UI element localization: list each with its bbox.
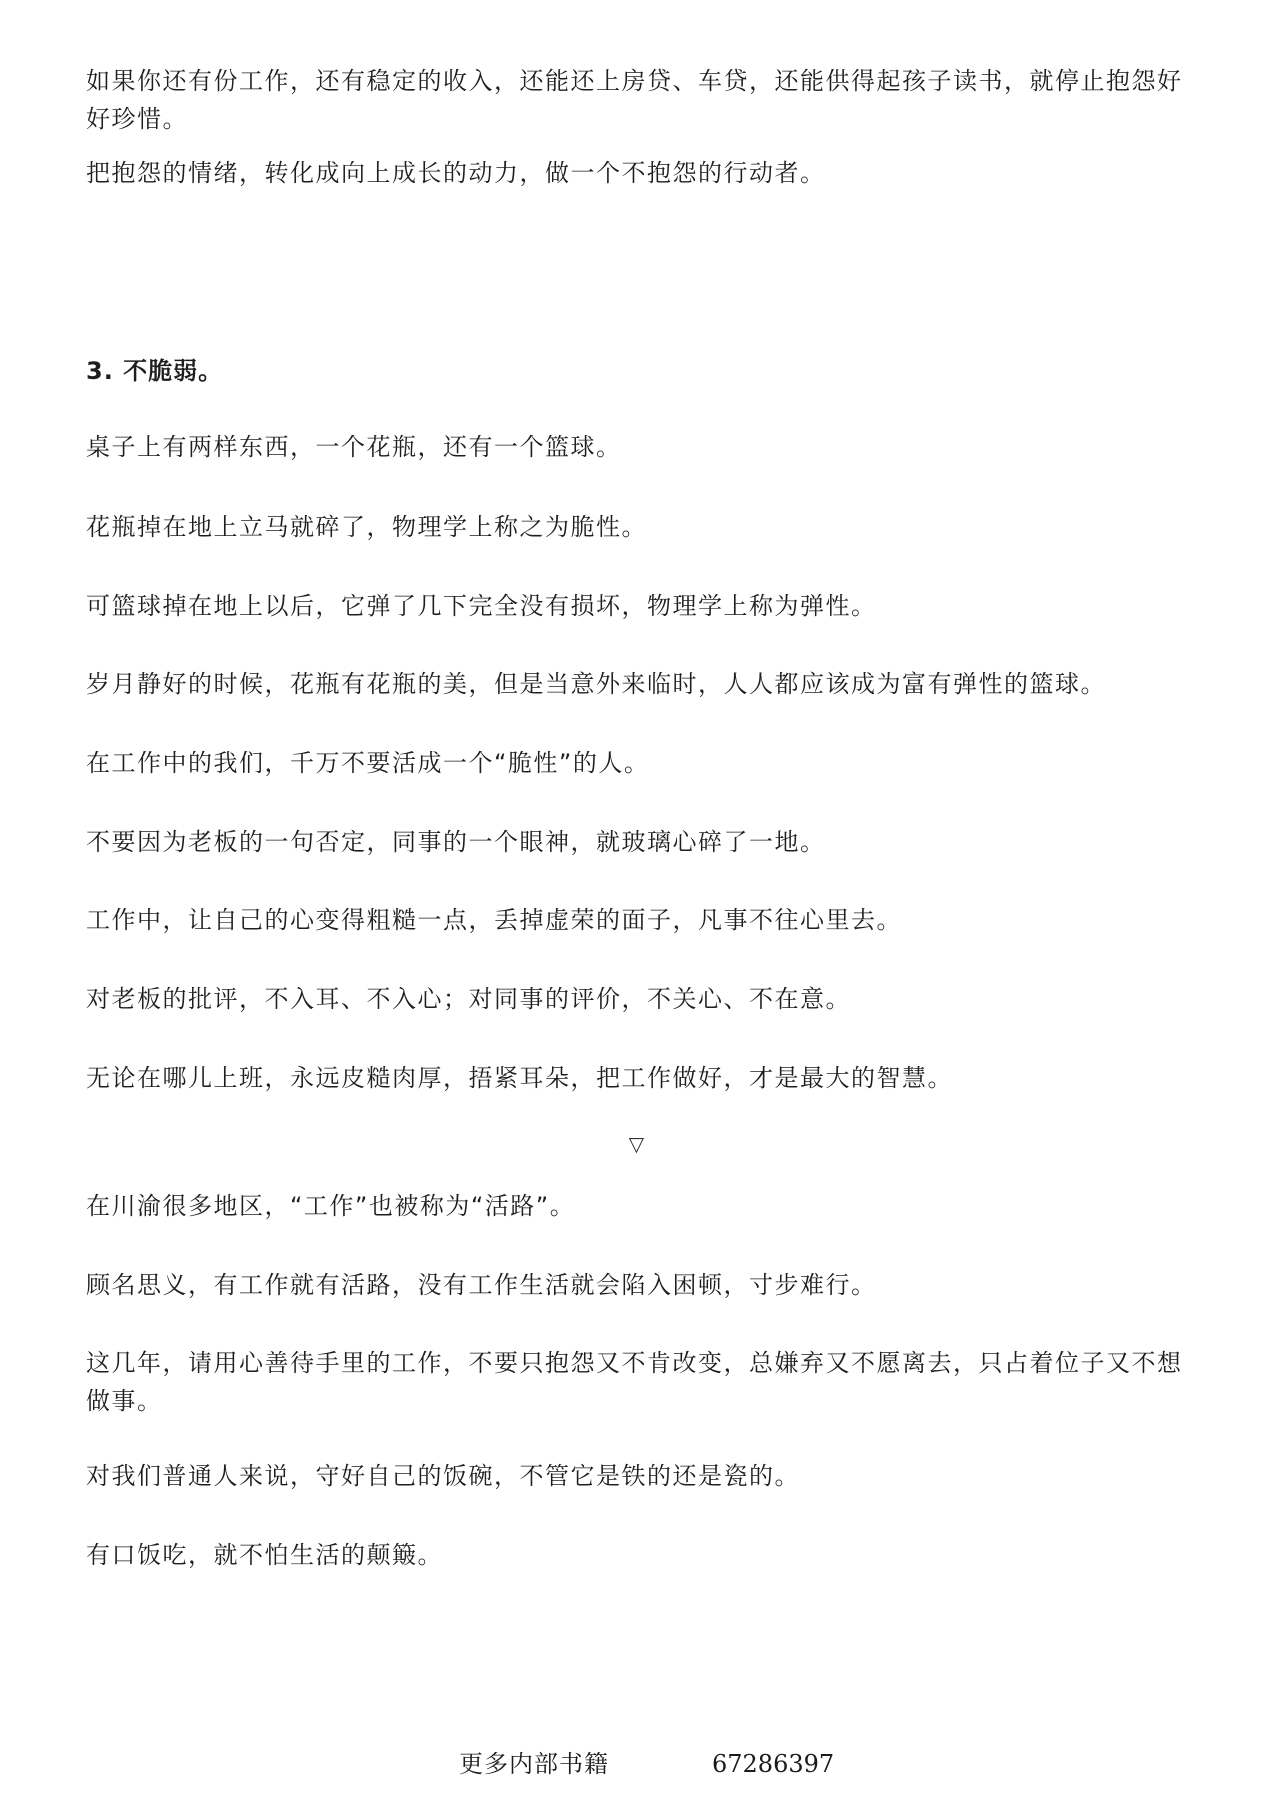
footer-number: 67286397 [712,1750,835,1778]
paragraph: 如果你还有份工作，还有稳定的收入，还能还上房贷、车贷，还能供得起孩子读书，就停止抱怨好好珍惜。 [86,67,1183,133]
paragraph: 在工作中的我们，千万不要活成一个“脆性”的人。 [86,749,650,777]
paragraph: 无论在哪儿上班，永远皮糙肉厚，捂紧耳朵，把工作做好，才是最大的智慧。 [86,1064,953,1092]
paragraph: 在川渝很多地区，“工作”也被称为“活路”。 [86,1192,576,1220]
paragraph: 对老板的批评，不入耳、不入心；对同事的评价，不关心、不在意。 [86,985,851,1013]
section-divider: ▽ [628,1132,645,1156]
paragraph: 花瓶掉在地上立马就碎了，物理学上称之为脆性。 [86,513,647,541]
paragraph: 顾名思义，有工作就有活路，没有工作生活就会陷入困顿，寸步难行。 [86,1271,877,1299]
footer-label: 更多内部书籍 [459,1750,609,1778]
paragraph: 不要因为老板的一句否定，同事的一个眼神，就玻璃心碎了一地。 [86,828,826,856]
paragraph: 可篮球掉在地上以后，它弹了几下完全没有损坏，物理学上称为弹性。 [86,592,877,620]
paragraph: 岁月静好的时候，花瓶有花瓶的美，但是当意外来临时，人人都应该成为富有弹性的篮球。 [86,670,1106,698]
paragraph: 这几年，请用心善待手里的工作，不要只抱怨又不肯改变，总嫌弃又不愿离去，只占着位子又不想做事。 [86,1349,1183,1415]
paragraph: 把抱怨的情绪，转化成向上成长的动力，做一个不抱怨的行动者。 [86,159,826,187]
paragraph: 对我们普通人来说，守好自己的饭碗，不管它是铁的还是瓷的。 [86,1462,800,1490]
paragraph: 工作中，让自己的心变得粗糙一点，丢掉虚荣的面子，凡事不往心里去。 [86,906,902,934]
section-heading: 3. 不脆弱。 [86,357,224,385]
paragraph: 有口饭吃，就不怕生活的颠簸。 [86,1541,443,1569]
paragraph: 桌子上有两样东西，一个花瓶，还有一个篮球。 [86,433,622,461]
